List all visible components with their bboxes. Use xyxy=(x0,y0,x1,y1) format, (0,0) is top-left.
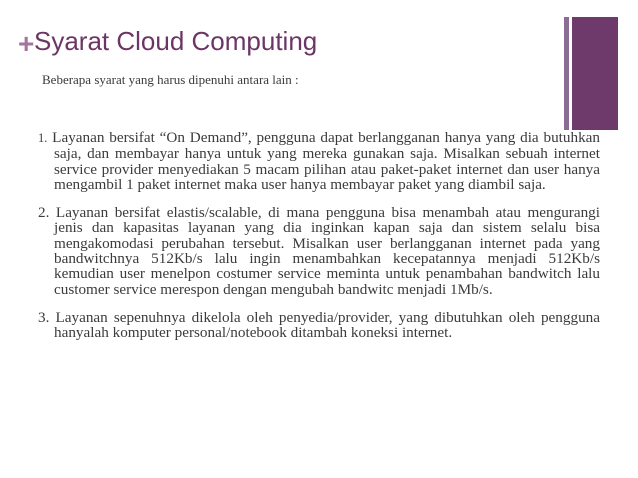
list-item-1 xyxy=(38,130,600,192)
list-item-number: 3. xyxy=(38,308,50,326)
list-item-2 xyxy=(38,205,600,297)
list-item-3 xyxy=(38,310,600,341)
list-item-number: 2. xyxy=(38,204,50,222)
slide-content xyxy=(38,130,600,354)
list-item-number: 1. xyxy=(38,131,48,145)
slide-title: Syarat Cloud Computing xyxy=(34,26,318,56)
accent-bar-wide xyxy=(572,17,618,130)
list-item-text: Layanan bersifat “On Demand”, pengguna dapat berlangganan hanya yang dia butuhkan saja, dan membayar hanya untuk yang mereka gunakan saja. Misalkan sebuah internet service provider menyediakan 5 macam pilihan atau paket-paket internet dan user hanya mengambil 1 paket internet maka user hanya membayar paket yang diambil saja. xyxy=(47,129,600,193)
accent-bar-thin xyxy=(564,17,569,130)
slide-subtitle: Beberapa syarat yang harus dipenuhi antara lain : xyxy=(42,72,299,87)
plus-icon: + xyxy=(18,28,35,59)
list-item-text: Layanan bersifat elastis/scalable, di mana pengguna bisa menambah atau mengurangi jenis dan kapasitas layanan yang dia inginkan kapan saja dan sistem selalu bisa mengakomodasi perubahan tersebut. Misalkan user berlangganan internet pada yang bandwitchnya 512Kb/s lalu ingin menambahkan kecepatannya menjadi 512Kb/s kemudian user menelpon costumer service meminta untuk penambahan bandwitch lalu customer service merespon dengan mengubah bandwitc menjadi 1Mb/s. xyxy=(49,204,600,298)
list-item-text: Layanan sepenuhnya dikelola oleh penyedia/provider, yang dibutuhkan oleh pengguna hanyalah komputer personal/notebook ditambah koneksi internet. xyxy=(49,308,600,342)
